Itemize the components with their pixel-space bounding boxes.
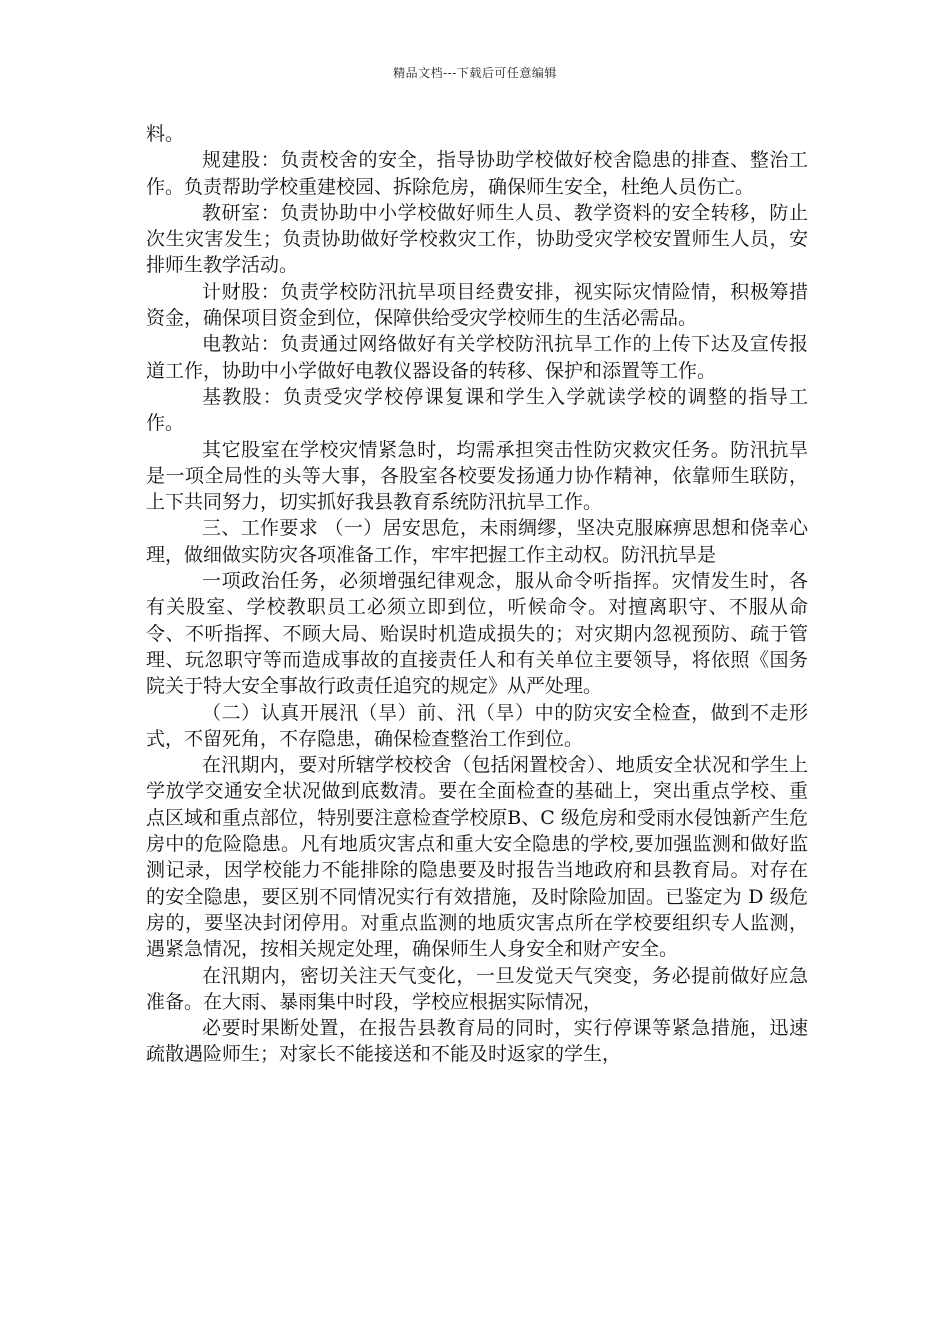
paragraph-flood-season-survey: 在汛期内，要对所辖学校校舍（包括闲置校舍）、地质安全状况和学生上学放学交通安全状况做到底数清。要在全面检查的基础上，突出重点学校、重点区域和重点部位，特别要注意检查学校原B、C 级危房和受雨水侵蚀新产生危房中的危险隐患。凡有地质灾害点和重大安全隐患的学校,要加强监测和做好监测记录，因学校能力不能排除的隐患要及时报告当地政府和县教育局。对存在的安全隐患，要区别不同情况实行有效措施，及时除险加固。已鉴定为 D 级危房的，要坚决封闭停用。对重点监测的地质灾害点所在学校要组织专人监测，遇紧急情况，按相关规定处理，确保师生人身安全和财产安全。 bbox=[146, 754, 808, 961]
paragraph-work-requirements: 三、工作要求 （一）居安思危，未雨绸缪，坚决克服麻痹思想和侥幸心理，做细做实防灾各项准备工作，牢牢把握工作主动权。防汛抗旱是 bbox=[146, 517, 808, 566]
paragraph-audiovisual-station: 电教站：负责通过网络做好有关学校防汛抗旱工作的上传下达及宣传报道工作，协助中小学做好电教仪器设备的转移、保护和添置等工作。 bbox=[146, 333, 808, 382]
paragraph-emergency-measures: 必要时果断处置，在报告县教育局的同时，实行停课等紧急措施，迅速疏散遇险师生；对家长不能接送和不能及时返家的学生， bbox=[146, 1017, 808, 1066]
paragraph-weather-watch: 在汛期内，密切关注天气变化，一旦发觉天气突变，务必提前做好应急准备。在大雨、暴雨集中时段，学校应根据实际情况， bbox=[146, 964, 808, 1013]
paragraph-planning-section: 规建股：负责校舍的安全，指导协助学校做好校舍隐患的排查、整治工作。负责帮助学校重建校园、拆除危房，确保师生安全，杜绝人员伤亡。 bbox=[146, 149, 808, 198]
paragraph-continuation: 料。 bbox=[146, 123, 185, 145]
document-body bbox=[146, 121, 808, 1068]
paragraph-basic-education: 基教股：负责受灾学校停课复课和学生入学就读学校的调整的指导工作。 bbox=[146, 385, 808, 435]
paragraph-finance-section: 计财股：负责学校防汛抗旱项目经费安排，视实际灾情险情，积极筹措资金，确保项目资金到位，保障供给受灾学校师生的生活必需品。 bbox=[146, 280, 808, 330]
paragraph-safety-inspection: （二）认真开展汛（旱）前、汛（旱）中的防灾安全检查，做到不走形式，不留死角，不存隐患，确保检查整治工作到位。 bbox=[146, 701, 808, 750]
paragraph-other-sections: 其它股室在学校灾情紧急时，均需承担突击性防灾救灾任务。防汛抗旱是一项全局性的头等大事，各股室各校要发扬通力协作精神，依靠师生联防，上下共同努力，切实抓好我县教育系统防汛抗旱工作。 bbox=[146, 438, 808, 514]
page-header: 精品文档---下载后可任意编辑 bbox=[393, 66, 557, 80]
paragraph-political-task: 一项政治任务，必须增强纪律观念，服从命令听指挥。灾情发生时，各有关股室、学校教职员工必须立即到位，听候命令。对擅离职守、不服从命令、不听指挥、不顾大局、贻误时机造成损失的；对灾期内忽视预防、疏于管理、玩忽职守等而造成事故的直接责任人和有关单位主要领导，将依照《国务院关于特大安全事故行政责任追究的规定》从严处理。 bbox=[146, 570, 808, 698]
paragraph-teaching-research: 教研室：负责协助中小学校做好师生人员、教学资料的安全转移，防止次生灾害发生；负责协助做好学校救灾工作，协助受灾学校安置师生人员，安排师生教学活动。 bbox=[146, 201, 808, 277]
